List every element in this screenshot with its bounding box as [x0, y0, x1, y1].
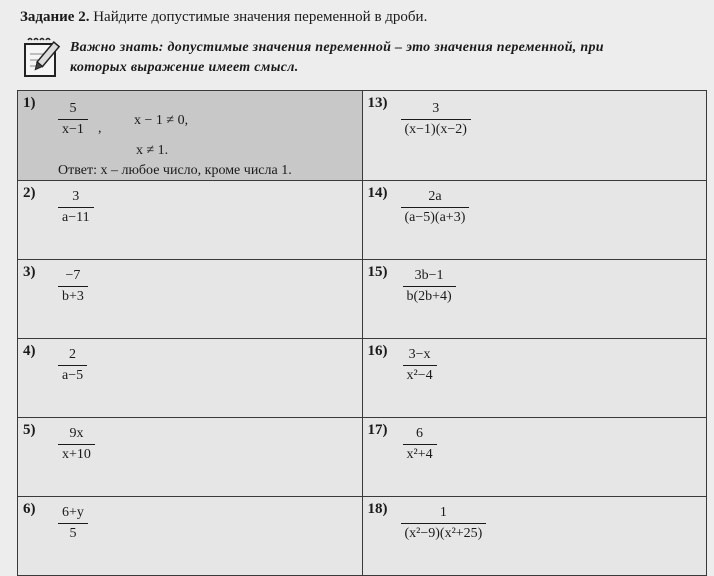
- exercise-cell: [362, 497, 707, 576]
- example-condition: x − 1 ≠ 0,: [134, 113, 189, 128]
- exercise-cell: [18, 339, 363, 418]
- fraction-numerator: 1: [439, 505, 447, 520]
- exercise-number: 2): [23, 185, 36, 201]
- fraction: [401, 505, 487, 542]
- exercise-number: 16): [367, 343, 388, 359]
- fraction: [58, 347, 87, 384]
- fraction-numerator: 6+y: [62, 505, 84, 520]
- fraction-comma: ,: [98, 121, 102, 136]
- fraction: [403, 268, 456, 305]
- exercise-cell: [362, 339, 707, 418]
- fraction-denominator: b(2b+4): [406, 289, 452, 305]
- table-row: [18, 339, 707, 418]
- task-text: Найдите допустимые значения переменной в дроби.: [93, 9, 428, 25]
- exercise-cell: [18, 418, 363, 497]
- fraction-denominator: x−1: [62, 122, 84, 138]
- fraction-numerator: 3b−1: [414, 268, 444, 283]
- fraction: [403, 347, 437, 384]
- exercise-number: 5): [23, 422, 36, 438]
- fraction-denominator: x²+4: [406, 447, 433, 463]
- fraction: [58, 268, 88, 305]
- fraction-bar: [403, 444, 437, 445]
- fraction-numerator: 2a: [428, 189, 442, 204]
- fraction-numerator: 2: [69, 347, 77, 362]
- fraction-bar: [58, 365, 87, 366]
- exercise-number: 14): [367, 185, 388, 201]
- fraction: [401, 189, 470, 226]
- note-definition-line1: Важно знать: допустимые значения переменной – это значения переменной, при: [70, 40, 604, 55]
- exercise-cell: [18, 260, 363, 339]
- fraction-bar: [401, 119, 471, 120]
- table-row: [18, 497, 707, 576]
- fraction: [58, 426, 95, 463]
- exercise-number: 4): [23, 343, 36, 359]
- fraction-denominator: (x−1)(x−2): [404, 122, 467, 138]
- exercise-cell: [362, 91, 707, 181]
- fraction-denominator: 5: [69, 526, 77, 542]
- exercise-table: [17, 90, 707, 576]
- fraction-denominator: (x²−9)(x²+25): [404, 526, 483, 542]
- table-row: [18, 418, 707, 497]
- fraction-bar: [58, 444, 95, 445]
- fraction-denominator: x²−4: [406, 368, 433, 384]
- exercise-number: 15): [367, 264, 388, 280]
- table-row: [18, 91, 707, 181]
- fraction-denominator: a−11: [62, 210, 90, 226]
- fraction-bar: [58, 207, 94, 208]
- fraction: [58, 505, 88, 542]
- exercise-number: 13): [367, 95, 388, 111]
- fraction-numerator: 3−x: [408, 347, 431, 362]
- fraction-bar: [403, 286, 456, 287]
- exercise-cell: [18, 91, 363, 181]
- exercise-number: 18): [367, 501, 388, 517]
- fraction-bar: [58, 119, 88, 120]
- fraction-bar: [401, 523, 487, 524]
- fraction-bar: [403, 365, 437, 366]
- fraction-numerator: 3: [72, 189, 80, 204]
- fraction-denominator: a−5: [62, 368, 84, 384]
- fraction-denominator: (a−5)(a+3): [404, 210, 466, 226]
- table-row: [18, 181, 707, 260]
- exercise-cell: [362, 181, 707, 260]
- example-answer: Ответ: x – любое число, кроме числа 1.: [58, 163, 292, 178]
- fraction-numerator: 6: [416, 426, 424, 441]
- fraction-numerator: 3: [432, 101, 440, 116]
- fraction: [403, 426, 437, 463]
- exercise-cell: [18, 181, 363, 260]
- fraction-numerator: −7: [65, 268, 81, 283]
- notepad-pencil-icon: [22, 36, 62, 78]
- task-heading: [20, 9, 427, 26]
- table-row: [18, 260, 707, 339]
- exercise-number: 1): [23, 95, 36, 111]
- exercise-cell: [18, 497, 363, 576]
- fraction: [58, 189, 94, 226]
- fraction-numerator: 9x: [69, 426, 84, 441]
- fraction-denominator: b+3: [62, 289, 84, 305]
- fraction-bar: [58, 286, 88, 287]
- fraction-numerator: 5: [69, 101, 77, 116]
- fraction: [401, 101, 471, 138]
- exercise-number: 6): [23, 501, 36, 517]
- exercise-cell: [362, 260, 707, 339]
- fraction-bar: [58, 523, 88, 524]
- note-definition-line2: которых выражение имеет смысл.: [70, 60, 299, 75]
- fraction: [58, 101, 88, 138]
- task-label: Задание 2.: [20, 9, 90, 25]
- example-result: x ≠ 1.: [136, 143, 169, 158]
- exercise-number: 17): [367, 422, 388, 438]
- exercise-number: 3): [23, 264, 36, 280]
- fraction-bar: [401, 207, 470, 208]
- exercise-cell: [362, 418, 707, 497]
- fraction-denominator: x+10: [62, 447, 91, 463]
